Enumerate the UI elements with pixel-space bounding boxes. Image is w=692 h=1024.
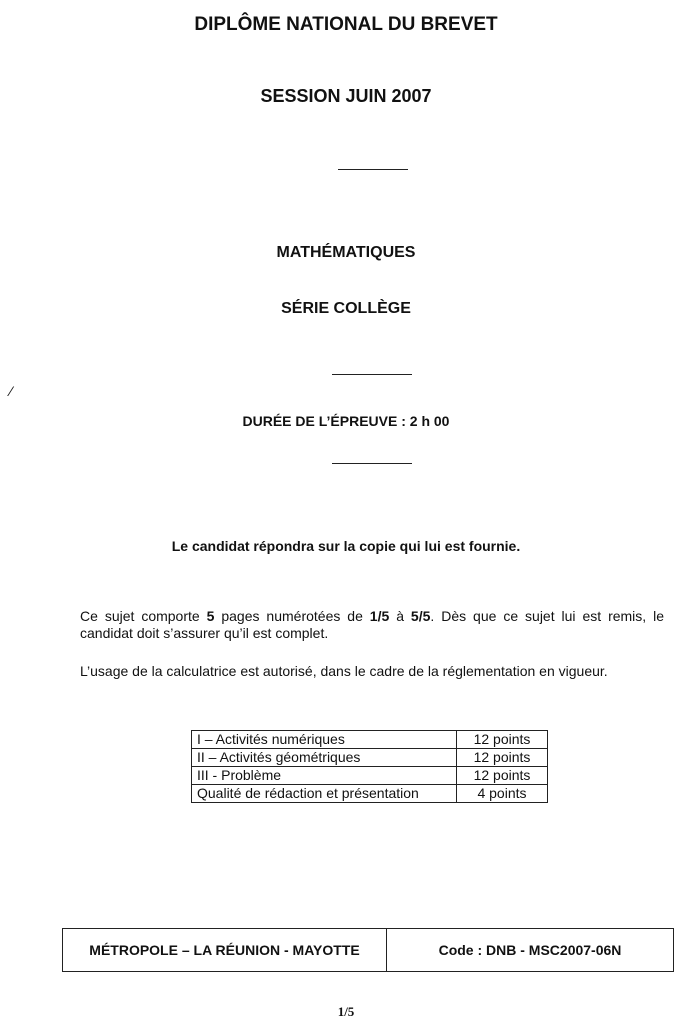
session-title: SESSION JUIN 2007	[260, 86, 432, 106]
divider	[338, 169, 408, 170]
paragraph-pages	[80, 608, 664, 642]
activity-cell: I – Activités numériques	[192, 731, 457, 749]
divider	[332, 463, 412, 464]
para-text: pages numérotées de	[214, 608, 370, 624]
page-number: 1/5	[337, 1004, 355, 1019]
activity-cell: II – Activités géométriques	[192, 749, 457, 767]
footer-box	[62, 928, 674, 972]
subject-title: MATHÉMATIQUES	[276, 244, 416, 261]
para-text: à	[389, 608, 411, 624]
activity-cell: III - Problème	[192, 767, 457, 785]
activity-cell: Qualité de rédaction et présentation	[192, 785, 457, 803]
instruction-text: Le candidat répondra sur la copie qui lui est fournie.	[171, 538, 521, 554]
series-title: SÉRIE COLLÈGE	[281, 300, 411, 317]
pen-mark: ⁄	[10, 383, 13, 399]
table-row	[192, 749, 548, 767]
page-count: 5	[206, 608, 215, 624]
footer-code: Code : DNB - MSC2007-06N	[438, 942, 622, 958]
duration-label: DURÉE DE L’ÉPREUVE : 2 h 00	[242, 413, 450, 429]
para-text: Ce sujet comporte	[80, 608, 207, 624]
footer-region: MÉTROPOLE – LA RÉUNION - MAYOTTE	[63, 929, 387, 971]
points-cell: 12 points	[457, 767, 548, 785]
points-cell: 12 points	[457, 749, 548, 767]
points-cell: 4 points	[457, 785, 548, 803]
points-cell: 12 points	[457, 731, 548, 749]
divider	[332, 374, 412, 375]
points-table	[191, 730, 548, 803]
table-row	[192, 785, 548, 803]
paragraph-calculator: L’usage de la calculatrice est autorisé, dans le cadre de la réglementation en vigueur.	[80, 663, 608, 679]
para-text: . Dès que ce sujet lui est remis, le candidat doit s’assurer qu’il est complet.	[80, 608, 665, 641]
exam-title: DIPLÔME NATIONAL DU BREVET	[194, 14, 498, 35]
table-row	[192, 731, 548, 749]
table-row	[192, 767, 548, 785]
page-start: 1/5	[369, 608, 390, 624]
page-end: 5/5	[410, 608, 431, 624]
